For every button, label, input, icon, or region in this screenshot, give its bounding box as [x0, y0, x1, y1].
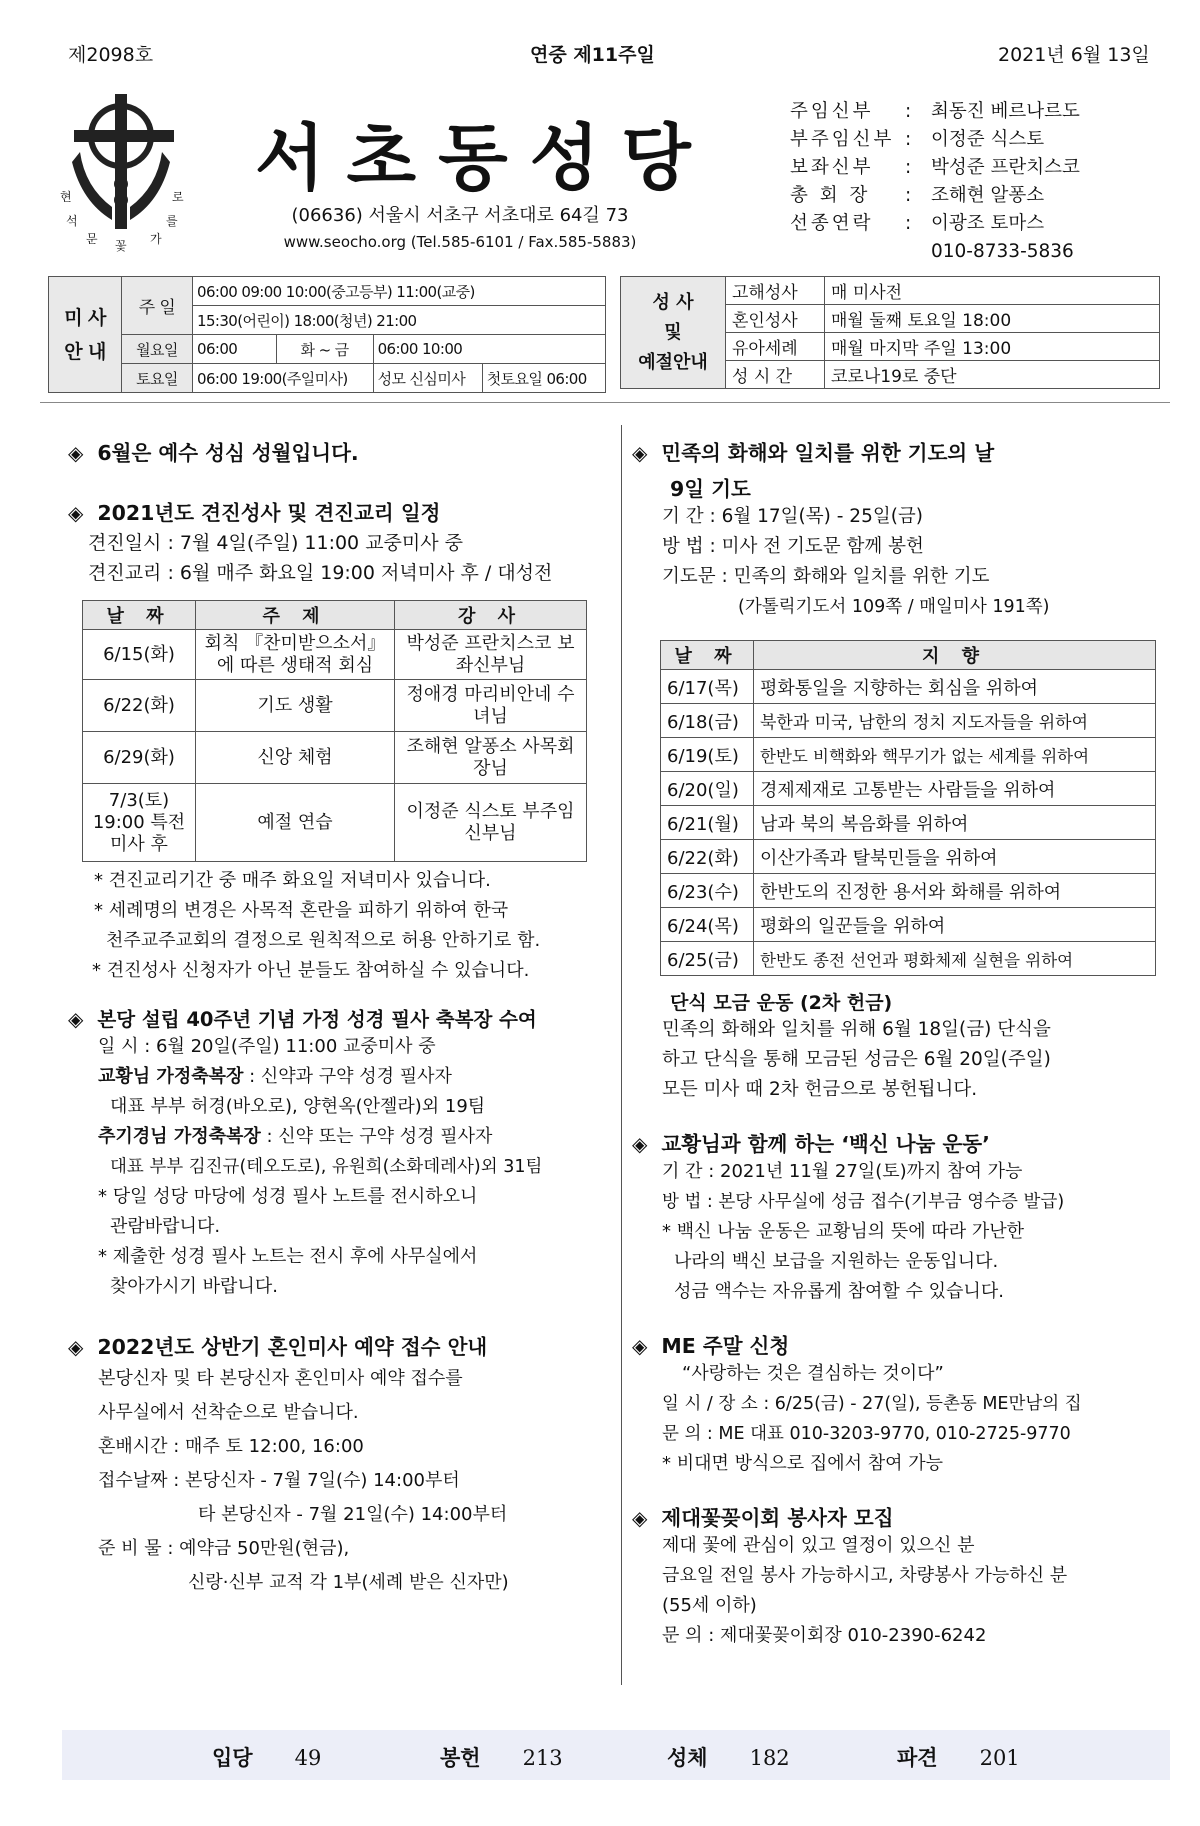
confirmation-table [82, 600, 587, 862]
section-title: ◈ 6월은 예수 성심 성월입니다. [68, 441, 359, 465]
staff-list [790, 98, 1080, 266]
mass-sunday-label: 주 일 [122, 277, 193, 335]
text-line: 본당신자 및 타 본당신자 혼인미사 예약 접수를 [98, 1368, 463, 1389]
table-row: 6/22(화) 이산가족과 탈북민들을 위하여 [661, 840, 1156, 874]
table-header: 날 짜 [661, 641, 754, 670]
mass-sunday-line2: 15:30(어린이) 18:00(청년) 21:00 [193, 306, 606, 335]
table-row: 6/20(일) 경제제재로 고통받는 사람들을 위하여 [661, 772, 1156, 806]
sacrament-value: 매월 마지막 주일 13:00 [825, 333, 1160, 361]
text-line: 추기경님 가정축복장 : 신약 또는 구약 성경 필사자 [98, 1126, 493, 1147]
liturgical-week: 연중 제11주일 [530, 44, 655, 66]
text-line: 견진교리 : 6월 매주 화요일 19:00 저녁미사 후 / 대성전 [88, 562, 553, 584]
staff-row [790, 210, 1080, 238]
staff-colon: : [905, 185, 912, 206]
staff-row [790, 182, 1080, 210]
staff-role: 주임신부 [790, 101, 874, 122]
mass-first-sat-time: 첫토요일 06:00 [482, 364, 605, 393]
staff-colon: : [905, 101, 912, 122]
staff-name: 박성준 프란치스코 [931, 157, 1080, 178]
mass-first-sat-label: 성모 신심미사 [373, 364, 482, 393]
text-line: 기 간 : 6월 17일(목) - 25일(금) [662, 506, 924, 527]
mass-monday-label: 월요일 [122, 335, 193, 364]
table-row: 6/24(목) 평화의 일꾼들을 위하여 [661, 908, 1156, 942]
text-line: 접수날짜 : 본당신자 - 7월 7일(수) 14:00부터 [98, 1470, 460, 1491]
issue-number: 제2098호 [68, 44, 154, 66]
fast-title: 단식 모금 운동 (2차 헌금) [670, 992, 893, 1014]
staff-colon: : [905, 157, 912, 178]
staff-name: 최동진 베르나르도 [931, 101, 1080, 122]
parish-address: (06636) 서울시 서초구 서초대로 64길 73 [291, 205, 629, 226]
text-line: * 백신 나눔 운동은 교황님의 뜻에 따라 가난한 [662, 1221, 1025, 1242]
staff-row [790, 126, 1080, 154]
text-line: * 비대면 방식으로 집에서 참여 가능 [662, 1453, 944, 1474]
diamond-bullet-icon: ◈ [632, 441, 648, 465]
column-divider [621, 425, 622, 1685]
sacrament-name: 성 시 간 [726, 361, 825, 389]
text-line: 문 의 : 제대꽃꽂이회장 010-2390-6242 [662, 1625, 987, 1646]
diamond-bullet-icon: ◈ [632, 1334, 648, 1358]
staff-colon: : [905, 129, 912, 150]
staff-row [790, 154, 1080, 182]
text-line: 신랑·신부 교적 각 1부(세례 받은 신자만) [188, 1572, 509, 1593]
text-line: 타 본당신자 - 7월 21일(수) 14:00부터 [198, 1504, 508, 1525]
diamond-bullet-icon: ◈ [632, 1132, 648, 1156]
text-line: 준 비 물 : 예약금 50만원(현금), [98, 1538, 350, 1559]
text-line: (가톨릭기도서 109쪽 / 매일미사 191쪽) [738, 597, 1050, 617]
text-line: 하고 단식을 통해 모금된 성금은 6월 20일(주일) [662, 1049, 1051, 1070]
left-column [68, 436, 613, 1598]
header-rule [40, 402, 1170, 403]
text-line: 대표 부부 허경(바오로), 양현옥(안젤라)외 19팀 [110, 1096, 486, 1117]
text-line: 교황님 가정축복장 : 신약과 구약 성경 필사자 [98, 1066, 452, 1087]
text-line: * 견진교리기간 중 매주 화요일 저녁미사 있습니다. [94, 870, 491, 891]
mass-saturday-time: 06:00 19:00(주일미사) [193, 364, 374, 393]
mass-saturday-label: 토요일 [122, 364, 193, 393]
sacrament-table [620, 276, 1160, 389]
text-line: * 당일 성당 마당에 성경 필사 노트를 전시하오니 [98, 1186, 478, 1207]
text-line: 나라의 백신 보급을 지원하는 운동입니다. [674, 1251, 999, 1272]
table-row: 6/29(화) 신앙 체험 조해현 알퐁소 사목회장님 [83, 732, 587, 784]
parish-name: 서초동성당 [255, 116, 713, 200]
section-title: ◈ 제대꽃꽂이회 봉사자 모집 [632, 1506, 894, 1530]
logo-char: 꽃 [115, 239, 127, 253]
table-row: 6/15(화) 회칙 『찬미받으소서』 에 따른 생태적 회심 박성준 프란치스코 보좌신부님 [83, 630, 587, 680]
diamond-bullet-icon: ◈ [68, 501, 84, 525]
text-line: 방 법 : 미사 전 기도문 함께 봉헌 [662, 536, 924, 557]
logo-char: 가 [150, 232, 162, 246]
text-line: 방 법 : 본당 사무실에 성금 접수(기부금 영수증 발급) [662, 1192, 1065, 1212]
staff-name: 이정준 식스토 [931, 129, 1045, 150]
section-title: ◈ 2022년도 상반기 혼인미사 예약 접수 안내 [68, 1335, 488, 1359]
section-title: ◈ 민족의 화해와 일치를 위한 기도의 날 [632, 441, 995, 465]
sacrament-value: 매 미사전 [825, 277, 1160, 305]
table-header: 주 제 [196, 601, 395, 630]
mass-monday-time: 06:00 [193, 335, 277, 364]
prayer-intention-table [660, 640, 1156, 976]
attendance-stats-bar [62, 1730, 1170, 1780]
text-line: 민족의 화해와 일치를 위해 6월 18일(금) 단식을 [662, 1019, 1051, 1040]
text-line: 모든 미사 때 2차 헌금으로 봉헌됩니다. [662, 1079, 978, 1100]
mass-sunday-line1: 06:00 09:00 10:00(중고등부) 11:00(교중) [193, 277, 606, 306]
staff-name: 조해현 알퐁소 [931, 185, 1045, 206]
section-title: ◈ 2021년도 견진성사 및 견진교리 일정 [68, 501, 441, 525]
issue-date: 2021년 6월 13일 [998, 44, 1150, 66]
text-line: * 세례명의 변경은 사목적 혼란을 피하기 위하여 한국 [94, 900, 509, 921]
text-line: * 제출한 성경 필사 노트는 전시 후에 사무실에서 [98, 1246, 478, 1267]
logo-char: 를 [166, 214, 178, 228]
text-line: (55세 이하) [662, 1595, 757, 1616]
logo-char: 문 [86, 232, 98, 246]
sacrament-name: 유아세례 [726, 333, 825, 361]
logo-char: 현 [60, 190, 72, 204]
diamond-bullet-icon: ◈ [68, 441, 84, 465]
text-line: 혼배시간 : 매주 토 12:00, 16:00 [98, 1436, 364, 1457]
parish-contact: www.seocho.org (Tel.585-6101 / Fax.585-5883) [283, 233, 637, 251]
table-row: 6/22(화) 기도 생활 정애경 마리비안네 수녀님 [83, 680, 587, 732]
text-line: 일 시 : 6월 20일(주일) 11:00 교중미사 중 [98, 1036, 436, 1057]
section-title: ◈ ME 주말 신청 [632, 1334, 790, 1358]
staff-role: 보좌신부 [790, 157, 874, 178]
text-line: 기 간 : 2021년 11월 27일(토)까지 참여 가능 [662, 1161, 1023, 1182]
staff-row [790, 98, 1080, 126]
staff-role: 총 회 장 [790, 185, 871, 206]
stat-item: 입당 49 [212, 1745, 322, 1770]
right-column [632, 436, 1172, 1651]
text-line: 제대 꽃에 관심이 있고 열정이 있으신 분 [662, 1535, 975, 1556]
section-title-line2: 9일 기도 [670, 477, 751, 501]
staff-role: 선종연락 [790, 213, 874, 234]
mass-schedule-table [48, 276, 606, 393]
text-line: 사무실에서 선착순으로 받습니다. [98, 1402, 359, 1423]
mass-label: 미 사 안 내 [49, 277, 122, 393]
staff-phone: 010-8733-5836 [931, 241, 1074, 262]
table-header: 강 사 [395, 601, 587, 630]
stat-item: 봉헌 213 [440, 1745, 563, 1770]
text-line: 성금 액수는 자유롭게 참여할 수 있습니다. [674, 1281, 1004, 1302]
sacrament-label: 성 사 및 예절안내 [621, 277, 726, 389]
logo-char: 로 [172, 190, 184, 204]
parish-address-block [260, 203, 660, 255]
text-line: 일 시 / 장 소 : 6/25(금) - 27(일), 등촌동 ME만남의 집 [662, 1394, 1082, 1414]
mass-weekday-label: 화 ~ 금 [276, 335, 373, 364]
text-line: 천주교주교회의 결정으로 원칙적으로 허용 안하기로 함. [106, 930, 541, 951]
table-row: 6/21(월) 남과 북의 복음화를 위하여 [661, 806, 1156, 840]
logo-char: 석 [66, 214, 78, 228]
sacrament-value: 매월 둘째 토요일 18:00 [825, 305, 1160, 333]
parish-logo [60, 92, 190, 252]
staff-role: 부주임신부 [790, 129, 895, 150]
text-line: 관람바랍니다. [110, 1216, 221, 1237]
table-row: 6/25(금) 한반도 종전 선언과 평화체제 실현을 위하여 [661, 942, 1156, 976]
stat-item: 성체 182 [667, 1745, 790, 1770]
table-row: 6/23(수) 한반도의 진정한 용서와 화해를 위하여 [661, 874, 1156, 908]
table-row: 6/19(토) 한반도 비핵화와 핵무기가 없는 세계를 위하여 [661, 738, 1156, 772]
mass-weekday-time: 06:00 10:00 [373, 335, 605, 364]
staff-colon: : [905, 213, 912, 234]
sacrament-value: 코로나19로 중단 [825, 361, 1160, 389]
table-header: 지 향 [754, 641, 1156, 670]
text-line: 견진일시 : 7월 4일(주일) 11:00 교중미사 중 [88, 532, 463, 554]
diamond-bullet-icon: ◈ [68, 1007, 84, 1031]
text-line: 금요일 전일 봉사 가능하시고, 차량봉사 가능하신 분 [662, 1565, 1068, 1586]
table-row: 6/17(목) 평화통일을 지향하는 회심을 위하여 [661, 670, 1156, 704]
staff-name: 이광조 토마스 [931, 213, 1045, 234]
sacrament-name: 혼인성사 [726, 305, 825, 333]
table-row: 6/18(금) 북한과 미국, 남한의 정치 지도자들을 위하여 [661, 704, 1156, 738]
text-line: * 견진성사 신청자가 아닌 분들도 참여하실 수 있습니다. [92, 960, 530, 981]
text-line: 찾아가시기 바랍니다. [110, 1276, 278, 1297]
text-line: 문 의 : ME 대표 010-3203-9770, 010-2725-9770 [662, 1424, 1071, 1444]
text-line: 대표 부부 김진규(테오도로), 유원희(소화데레사)외 31팀 [110, 1157, 543, 1177]
text-line: “사랑하는 것은 결심하는 것이다” [682, 1363, 944, 1384]
table-row: 7/3(토) 19:00 특전미사 후 예절 연습 이정준 식스토 부주임신부님 [83, 784, 587, 862]
text-line: 기도문 : 민족의 화해와 일치를 위한 기도 [662, 566, 990, 587]
table-header: 날 짜 [83, 601, 196, 630]
section-title: ◈ 본당 설립 40주년 기념 가정 성경 필사 축복장 수여 [68, 1007, 537, 1031]
diamond-bullet-icon: ◈ [632, 1506, 648, 1530]
sacrament-name: 고해성사 [726, 277, 825, 305]
section-title: ◈ 교황님과 함께 하는 ‘백신 나눔 운동’ [632, 1132, 990, 1156]
diamond-bullet-icon: ◈ [68, 1335, 84, 1359]
stat-item: 파견 201 [897, 1745, 1020, 1770]
